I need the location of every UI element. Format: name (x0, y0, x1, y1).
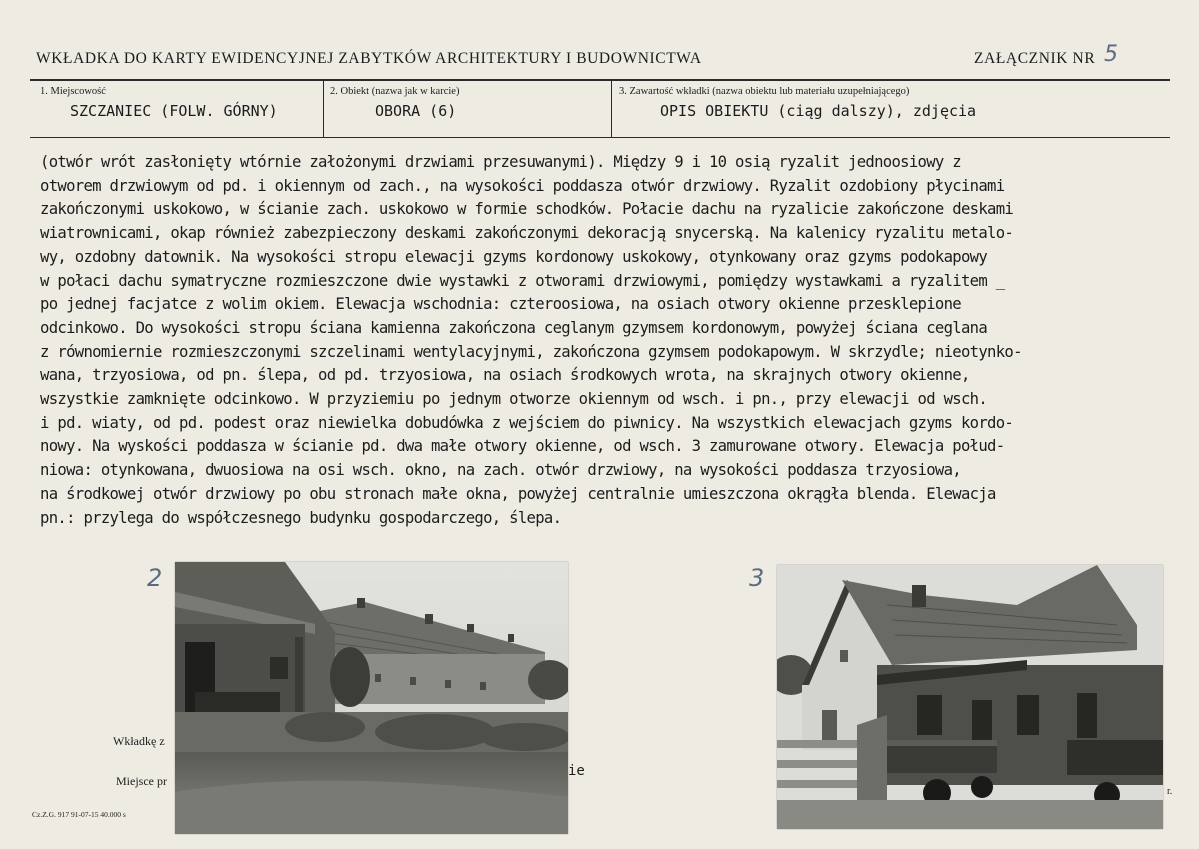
description-line: (otwór wrót zasłonięty wtórnie założonymi drzwiami przesuwanymi). Między 9 i 10 osią ryzalit jednoosiowy z (40, 153, 961, 171)
description-line: pn.: przylega do współczesnego budynku gospodarczego, ślepa. (40, 508, 562, 527)
field-divider (611, 81, 612, 137)
location-label: 1. Miejscowość (40, 86, 106, 97)
description-line: zakończonymi uskokowo, w ścianie zach. uskokowo w formie schodków. Połacie dachu na ryzalicie zakończone deskami (40, 200, 1014, 219)
partial-label-miejsce: Miejsce pr (116, 774, 167, 788)
description-line: odcinkowo. Do wysokości stropu ściana kamienna zakończona ceglanym gzymsem kordonowym, powyżej ściana ceglana (40, 318, 988, 337)
description-line: wy, ozdobny datownik. Na wysokości stropu elewacji gzyms kordonowy uskokowy, otynkowany oraz gzyms podokapowy (40, 247, 988, 266)
description-line: w połaci dachu symatryczne rozmieszczone dwie wystawki z otworami drzwiowymi, pomiędzy wystawkami a ryzalitem _ (40, 271, 1005, 290)
description-text (40, 151, 1190, 530)
photo-barn-courtyard (175, 562, 568, 834)
location-value: SZCZANIEC (FOLW. GÓRNY) (70, 102, 278, 120)
description-line: na środkowej otwór drzwiowy po obu stronach małe okna, powyżej centralnie umieszczona okrągła blenda. Elewacja (40, 484, 996, 503)
attachment-label: ZAŁĄCZNIK NR (974, 50, 1096, 67)
partial-label-ie: ie (568, 763, 585, 779)
form-title: WKŁADKA DO KARTY EWIDENCYJNEJ ZABYTKÓW ARCHITEKTURY I BUDOWNICTWA (36, 50, 702, 67)
description-line: i pd. wiaty, od pd. podest oraz niewielka dobudówka z wejściem do piwnicy. Na wszystkich elewacjach gzyms kordo- (40, 413, 1014, 432)
attachment-number: 5 (1104, 42, 1118, 67)
description-line: nowy. Na wyskości poddasza w ścianie pd. dwa małe otwory okienne, od wsch. 3 zamurowane otwory. Elewacja połud- (40, 437, 1005, 456)
printer-mark: Cz.Z.G. 917 91-07-15 40.000 s (32, 810, 126, 819)
content-value: OPIS OBIEKTU (ciąg dalszy), zdjęcia (660, 102, 977, 120)
object-value: OBORA (6) (375, 102, 457, 120)
description-line: niowa: otynkowana, dwuosiowa na osi wsch. okno, na zach. otwór drzwiowy, na wysokości poddasza trzyosiowa, (40, 461, 961, 480)
header-rule (30, 79, 1170, 81)
description-line: wiatrownicami, okap również zabezpieczony deskami zakończonymi dekoracją snycerską. Na kalenicy ryzalitu metalo- (40, 224, 1014, 243)
description-line: wszystkie zamknięte odcinkowo. W przyziemiu po jednym otworze okiennym od wsch. i pn., przy elewacji od wsch. (40, 390, 988, 409)
description-line: z równomiernie rozmieszczonymi szczelinami wentylacyjnymi, zakończona gzymsem podokapowym. W skrzydle; nieotynko- (40, 342, 1022, 361)
photo-number: 3 (749, 564, 765, 592)
photo-building-with-cart (777, 565, 1163, 829)
fields-rule (30, 137, 1170, 138)
photo-number: 2 (147, 564, 163, 592)
description-line: wana, trzyosiowa, od pn. ślepa, od pd. trzyosiowa, na osiach środkowych wrota, na skrajnych otwory okienne, (40, 366, 970, 385)
partial-label-r: r. (1167, 786, 1173, 797)
object-label: 2. Obiekt (nazwa jak w karcie) (330, 86, 460, 97)
content-label: 3. Zawartość wkładki (nazwa obiektu lub materiału uzupełniającego) (619, 86, 910, 97)
description-line: otworem drzwiowym od pd. i okiennym od zach., na wysokości poddasza otwór drzwiowy. Ryzalit ozdobiony płycinami (40, 176, 1005, 195)
partial-label-wkladke: Wkładkę z (113, 734, 165, 748)
field-divider (323, 81, 324, 137)
description-line: po jednej facjatce z wolim okiem. Elewacja wschodnia: czteroosiowa, na osiach otwory okienne przesklepione (40, 295, 961, 314)
